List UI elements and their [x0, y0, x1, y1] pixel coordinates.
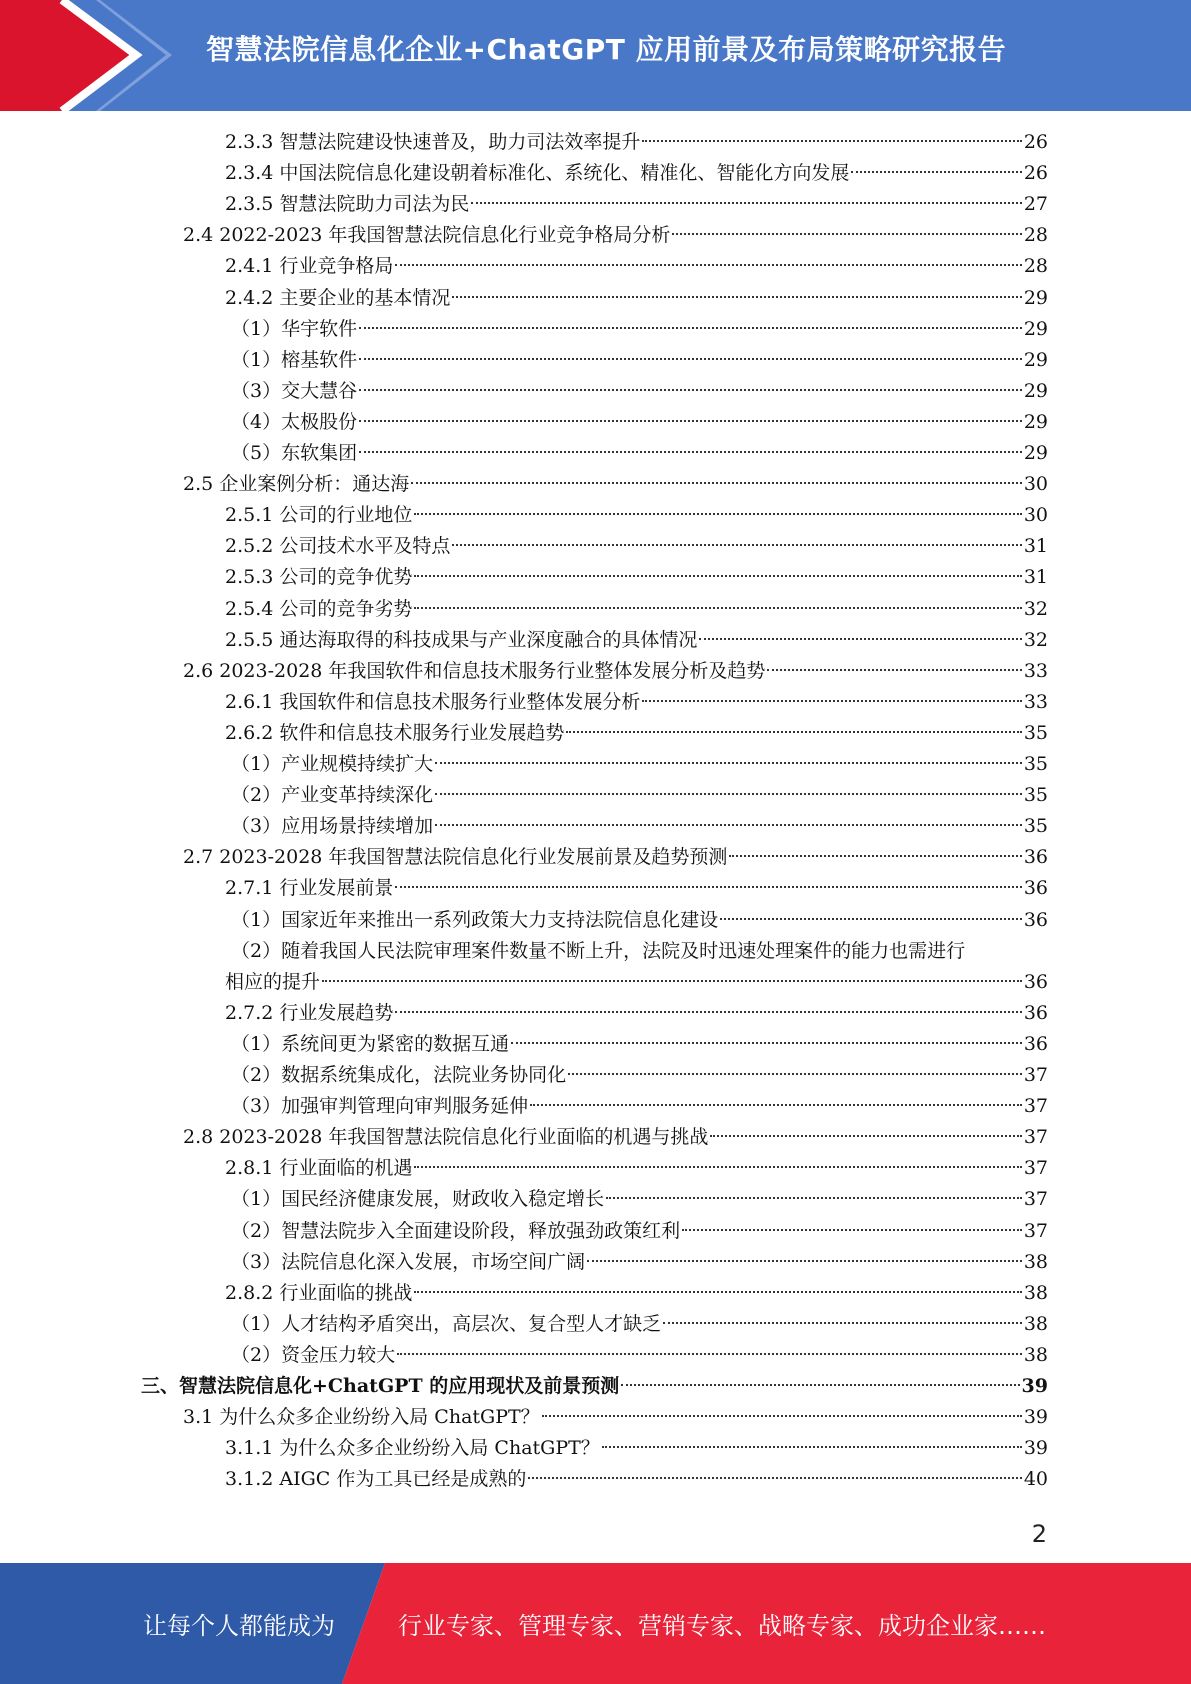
report-title: 智慧法院信息化企业+ChatGPT 应用前景及布局策略研究报告: [206, 33, 1007, 66]
toc-entry-page: 36: [1023, 846, 1048, 869]
toc-entry-title: 2.5.2 公司技术水平及特点: [225, 535, 451, 558]
toc-entry-page: 33: [1023, 690, 1048, 713]
toc-entry-title: （1）榕基软件: [231, 348, 358, 371]
toc-leader-dots: [414, 513, 1021, 515]
toc-entry[interactable]: [231, 1091, 1048, 1122]
report-header: [0, 0, 1191, 111]
toc-entry[interactable]: [231, 1029, 1048, 1060]
toc-entry-title: 2.6 2023-2028 年我国软件和信息技术服务行业整体发展分析及趋势: [183, 659, 766, 682]
toc-leader-dots: [621, 1384, 1019, 1386]
toc-entry[interactable]: [231, 749, 1048, 780]
toc-entry-page: 31: [1023, 535, 1048, 558]
toc-entry-page: 36: [1023, 1001, 1048, 1024]
toc-entry-title: 2.4.1 行业竞争格局: [225, 255, 394, 278]
toc-entry-page: 36: [1023, 1032, 1048, 1055]
toc-entry-page: 30: [1023, 473, 1048, 496]
toc-entry-page: 40: [1023, 1468, 1048, 1491]
toc-leader-dots: [414, 607, 1021, 609]
toc-entry[interactable]: [225, 251, 1048, 282]
toc-entry-title: 2.4 2022-2023 年我国智慧法院信息化行业竞争格局分析: [183, 224, 671, 247]
toc-leader-dots: [414, 1166, 1021, 1168]
toc-leader-dots: [642, 700, 1021, 702]
toc-leader-dots: [699, 638, 1021, 640]
toc-entry-title: 2.6.2 软件和信息技术服务行业发展趋势: [225, 721, 565, 744]
toc-leader-dots: [452, 296, 1021, 298]
toc-entry-title: （4）太极股份: [231, 410, 358, 433]
toc-entry-title: （1）产业规模持续扩大: [231, 753, 434, 775]
toc-leader-dots: [729, 855, 1021, 857]
toc-entry-page: 38: [1023, 1312, 1048, 1335]
toc-leader-dots: [359, 389, 1022, 391]
toc-leader-dots: [602, 1446, 1022, 1448]
toc-leader-dots: [411, 482, 1022, 484]
toc-entry-page: 37: [1023, 1095, 1048, 1118]
toc-entry-page: 37: [1023, 1126, 1048, 1149]
toc-leader-dots: [528, 1477, 1021, 1479]
toc-entry[interactable]: [225, 1464, 1048, 1495]
toc-entry-title: （1）人才结构矛盾突出，高层次、复合型人才缺乏: [231, 1312, 662, 1335]
toc-entry-title: 3.1 为什么众多企业纷纷入局 ChatGPT？: [183, 1406, 540, 1429]
toc-entry[interactable]: [225, 531, 1048, 562]
toc-leader-dots: [359, 358, 1022, 360]
toc-entry-page: 37: [1023, 1188, 1048, 1211]
report-footer: [0, 1563, 1191, 1684]
toc-entry-page: 28: [1023, 224, 1048, 247]
toc-entry-title: （3）交大慧谷: [231, 379, 358, 402]
footer-slogan-right: 行业专家、管理专家、营销专家、战略专家、成功企业家……: [398, 1612, 1046, 1640]
toc-leader-dots: [542, 1415, 1022, 1417]
toc-entry[interactable]: [183, 220, 1048, 251]
toc-entry-title: 2.7 2023-2028 年我国智慧法院信息化行业发展前景及趋势预测: [183, 846, 728, 869]
toc-leader-dots: [414, 575, 1021, 577]
toc-leader-dots: [359, 327, 1022, 329]
toc-entry-page: 32: [1023, 628, 1048, 651]
toc-entry-page: 29: [1023, 379, 1048, 402]
toc-entry-title: 3.1.1 为什么众多企业纷纷入局 ChatGPT？: [225, 1437, 600, 1460]
toc-entry-page: 29: [1023, 317, 1048, 340]
toc-leader-dots: [322, 980, 1022, 982]
toc-leader-dots: [359, 420, 1022, 422]
toc-leader-dots: [397, 1353, 1022, 1355]
toc-entry[interactable]: [225, 1433, 1048, 1464]
toc-leader-dots: [395, 1011, 1021, 1013]
toc-entry[interactable]: [183, 656, 1048, 687]
toc-entry-title: （2）数据系统集成化，法院业务协同化: [231, 1064, 567, 1086]
toc-entry-page: 29: [1023, 348, 1048, 371]
toc-leader-dots: [568, 1073, 1022, 1075]
toc-entry-page: 27: [1023, 193, 1048, 216]
toc-leader-dots: [395, 264, 1021, 266]
toc-entry-page: 37: [1023, 1157, 1048, 1180]
toc-leader-dots: [435, 793, 1022, 795]
toc-entry-title: 三、智慧法院信息化+ChatGPT 的应用现状及前景预测: [141, 1375, 620, 1397]
toc-entry[interactable]: [231, 1309, 1048, 1340]
toc-leader-dots: [566, 731, 1021, 733]
toc-entry-page: 39: [1021, 1375, 1048, 1397]
toc-entry-page: 31: [1023, 566, 1048, 589]
toc-entry-title: 2.5 企业案例分析：通达海: [183, 473, 410, 496]
toc-entry[interactable]: [225, 189, 1048, 220]
toc-leader-dots: [452, 544, 1021, 546]
toc-entry[interactable]: [225, 998, 1048, 1029]
toc-entry-title: （1）华宇软件: [231, 317, 358, 340]
toc-leader-dots: [710, 1135, 1021, 1137]
toc-entry[interactable]: [225, 283, 1048, 314]
toc-leader-dots: [606, 1197, 1022, 1199]
toc-entry-title: 2.5.1 公司的行业地位: [225, 504, 413, 527]
toc-entry[interactable]: [183, 469, 1048, 500]
toc-entry-page: 37: [1023, 1064, 1048, 1086]
toc-entry-title: （2）智慧法院步入全面建设阶段，释放强劲政策红利: [231, 1219, 681, 1242]
toc-entry[interactable]: [231, 407, 1048, 438]
toc-entry[interactable]: [231, 1340, 1048, 1371]
toc-entry[interactable]: [231, 438, 1048, 469]
footer-slogan-left: 让每个人都能成为: [143, 1612, 335, 1640]
toc-entry-title: （2）产业变革持续深化: [231, 784, 434, 807]
toc-leader-dots: [395, 886, 1021, 888]
toc-entry[interactable]: [231, 1184, 1048, 1215]
toc-leader-dots: [435, 762, 1022, 764]
toc-entry-page: 38: [1023, 1343, 1048, 1366]
toc-entry-page: 33: [1023, 659, 1048, 682]
toc-entry-page: 26: [1023, 162, 1048, 185]
toc-entry[interactable]: [231, 345, 1048, 376]
toc-entry-title: 2.8 2023-2028 年我国智慧法院信息化行业面临的机遇与挑战: [183, 1126, 709, 1149]
toc-entry[interactable]: [231, 780, 1048, 811]
toc-entry-page: 36: [1023, 970, 1048, 993]
toc-entry[interactable]: [225, 625, 1048, 656]
toc-leader-dots: [471, 202, 1021, 204]
toc-leader-dots: [672, 233, 1021, 235]
toc-entry[interactable]: [225, 127, 1048, 158]
toc-entry-title: （3）加强审判管理向审判服务延伸: [231, 1095, 529, 1118]
toc-entry-title: 2.4.2 主要企业的基本情况: [225, 286, 451, 309]
toc-entry-page: 38: [1023, 1281, 1048, 1304]
toc-leader-dots: [642, 140, 1021, 142]
toc-leader-dots: [414, 1291, 1021, 1293]
toc-entry-title: 2.3.3 智慧法院建设快速普及，助力司法效率提升: [225, 131, 641, 153]
toc-entry[interactable]: [231, 1216, 1048, 1247]
toc-entry[interactable]: [231, 811, 1048, 842]
toc-entry[interactable]: [225, 1153, 1048, 1184]
toc-entry-page: 35: [1023, 784, 1048, 807]
toc-entry-title: 2.8.2 行业面临的挑战: [225, 1281, 413, 1304]
toc-entry-page: 32: [1023, 597, 1048, 620]
toc-entry-title: （1）系统间更为紧密的数据互通: [231, 1032, 510, 1055]
toc-entry[interactable]: [231, 314, 1048, 345]
toc-entry[interactable]: [183, 1402, 1048, 1433]
toc-entry-title: （1）国民经济健康发展，财政收入稳定增长: [231, 1188, 605, 1211]
toc-entry[interactable]: [225, 594, 1048, 625]
toc-entry-title: 2.5.3 公司的竞争优势: [225, 566, 413, 589]
toc-entry-page: 29: [1023, 442, 1048, 464]
toc-entry-title: 2.7.1 行业发展前景: [225, 877, 394, 900]
toc-entry[interactable]: [231, 1060, 1048, 1091]
toc-entry-title: 2.7.2 行业发展趋势: [225, 1001, 394, 1024]
toc-leader-dots: [511, 1042, 1022, 1044]
toc-entry-page: 38: [1023, 1250, 1048, 1273]
toc-entry[interactable]: [231, 376, 1048, 407]
toc-leader-dots: [359, 451, 1022, 453]
toc-entry-page: 29: [1023, 410, 1048, 433]
toc-entry-title: （3）应用场景持续增加: [231, 815, 434, 838]
toc-entry-title: 2.6.1 我国软件和信息技术服务行业整体发展分析: [225, 690, 641, 713]
toc-entry[interactable]: [225, 967, 1048, 998]
toc-entry-title: 2.3.5 智慧法院助力司法为民: [225, 193, 470, 216]
toc-entry-page: 35: [1023, 753, 1048, 775]
toc-entry[interactable]: [231, 905, 1048, 936]
toc-entry[interactable]: [225, 873, 1048, 904]
toc-entry[interactable]: （2）随着我国人民法院审理案件数量不断上升，法院及时迅速处理案件的能力也需进行: [231, 939, 966, 962]
toc-entry-page: 28: [1023, 255, 1048, 278]
toc-entry-page: 35: [1023, 721, 1048, 744]
page-number: 2: [1031, 1520, 1047, 1548]
toc-entry[interactable]: [225, 1278, 1048, 1309]
toc-entry-page: 29: [1023, 286, 1048, 309]
toc-entry-page: 39: [1023, 1437, 1048, 1460]
toc-entry-page: 39: [1023, 1406, 1048, 1429]
toc-entry[interactable]: [225, 687, 1048, 718]
toc-entry-title: 相应的提升: [225, 970, 321, 993]
toc-entry-title: 3.1.2 AIGC 作为工具已经是成熟的: [225, 1468, 527, 1491]
toc-entry-title: （5）东软集团: [231, 442, 358, 464]
toc-entry[interactable]: [141, 1371, 1048, 1402]
toc-leader-dots: [720, 918, 1022, 920]
toc-leader-dots: [767, 669, 1021, 671]
toc-leader-dots: [851, 171, 1021, 173]
toc-entry-title: （3）法院信息化深入发展，市场空间广阔: [231, 1250, 586, 1273]
toc-entry-page: 30: [1023, 504, 1048, 527]
toc-entry[interactable]: [225, 158, 1048, 189]
toc-entry[interactable]: [225, 718, 1048, 749]
toc-entry[interactable]: [183, 1122, 1048, 1153]
toc-entry-page: 36: [1023, 877, 1048, 900]
toc-entry-page: 35: [1023, 815, 1048, 838]
toc-entry[interactable]: [225, 562, 1048, 593]
toc-entry[interactable]: [225, 500, 1048, 531]
toc-leader-dots: [530, 1104, 1022, 1106]
toc-leader-dots: [587, 1260, 1022, 1262]
toc-entry-title: 2.5.5 通达海取得的科技成果与产业深度融合的具体情况: [225, 628, 698, 651]
toc-entry-title: （1）国家近年来推出一系列政策大力支持法院信息化建设: [231, 908, 719, 931]
toc-entry-title: 2.8.1 行业面临的机遇: [225, 1157, 413, 1180]
toc-entry[interactable]: [231, 1247, 1048, 1278]
toc-leader-dots: [663, 1322, 1022, 1324]
toc-entry-page: 36: [1023, 908, 1048, 931]
toc-entry-title: （2）资金压力较大: [231, 1343, 396, 1366]
toc-entry-page: 26: [1023, 131, 1048, 153]
toc-entry-page: 37: [1023, 1219, 1048, 1242]
toc-leader-dots: [435, 824, 1022, 826]
toc-entry-title: 2.3.4 中国法院信息化建设朝着标准化、系统化、精准化、智能化方向发展: [225, 162, 850, 185]
toc-leader-dots: [682, 1229, 1022, 1231]
toc-entry-title: 2.5.4 公司的竞争劣势: [225, 597, 413, 620]
toc-entry[interactable]: [183, 842, 1048, 873]
